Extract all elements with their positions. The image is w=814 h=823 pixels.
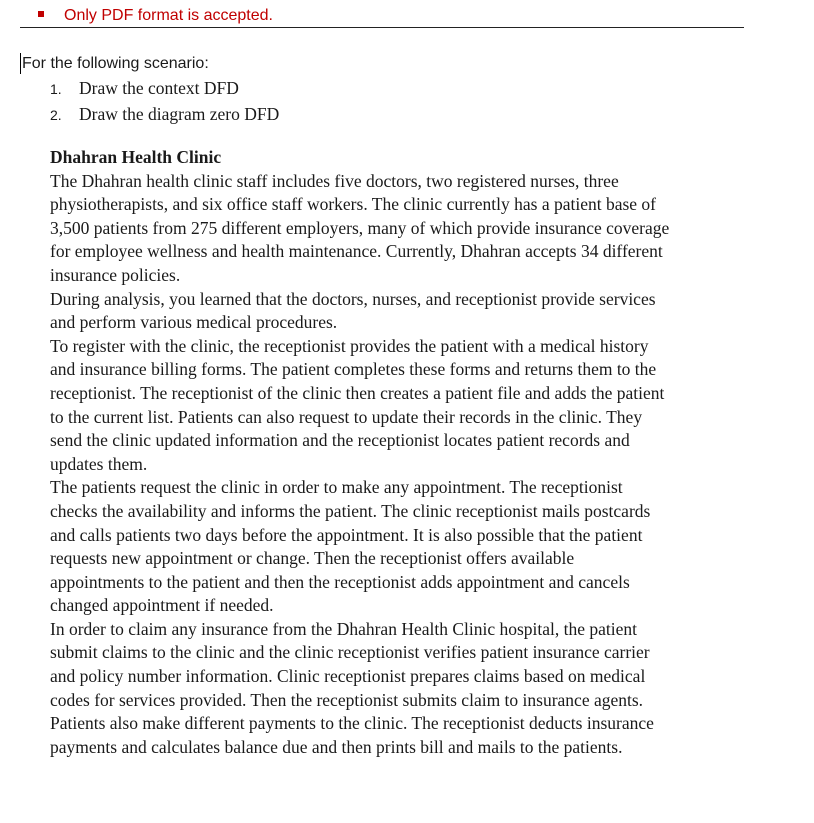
case-line: In order to claim any insurance from the Dhahran Health Clinic hospital, the patient	[50, 618, 638, 639]
case-line: updates them.	[50, 453, 148, 474]
case-line: submit claims to the clinic and the clinic receptionist verifies patient insurance carrier	[50, 642, 650, 663]
case-line: 3,500 patients from 275 different employers, many of which provide insurance coverage	[50, 217, 670, 238]
case-line: appointments to the patient and then the receptionist adds appointment and cancels	[50, 571, 630, 592]
format-notice-text: Only PDF format is accepted.	[64, 7, 273, 24]
case-line: Patients also make different payments to the clinic. The receptionist deducts insurance	[50, 713, 654, 734]
intro-text: For the following scenario:	[22, 55, 209, 72]
case-line: physiotherapists, and six office staff workers. The clinic currently has a patient base of	[50, 194, 657, 215]
case-line: payments and calculates balance due and then prints bill and mails to the patients.	[50, 736, 623, 757]
task-number: 1.	[50, 81, 62, 97]
case-line: and policy number information. Clinic receptionist prepares claims based on medical	[50, 666, 646, 687]
task-number: 2.	[50, 107, 62, 123]
case-line: changed appointment if needed.	[50, 595, 274, 616]
case-body	[50, 170, 750, 760]
case-study	[50, 146, 750, 759]
square-bullet-icon	[38, 11, 44, 17]
task-item	[50, 76, 279, 102]
case-line: checks the availability and informs the patient. The clinic receptionist mails postcards	[50, 500, 651, 521]
text-cursor	[20, 53, 21, 74]
case-line: receptionist. The receptionist of the clinic then creates a patient file and adds the patient	[50, 382, 665, 403]
case-line: requests new appointment or change. Then the receptionist offers available	[50, 548, 575, 569]
task-list	[50, 76, 279, 128]
task-text: Draw the diagram zero DFD	[79, 104, 280, 124]
task-item	[50, 102, 279, 128]
case-line: insurance policies.	[50, 264, 181, 285]
case-line: The Dhahran health clinic staff includes five doctors, two registered nurses, three	[50, 170, 619, 191]
case-line: and insurance billing forms. The patient completes these forms and returns them to the	[50, 359, 657, 380]
case-line: to the current list. Patients can also request to update their records in the clinic. They	[50, 406, 643, 427]
case-line: send the clinic updated information and the receptionist locates patient records and	[50, 430, 630, 451]
horizontal-divider	[20, 27, 744, 28]
case-line: To register with the clinic, the receptionist provides the patient with a medical history	[50, 335, 649, 356]
task-text: Draw the context DFD	[79, 78, 239, 98]
case-line: and calls patients two days before the appointment. It is also possible that the patient	[50, 524, 643, 545]
case-title: Dhahran Health Clinic	[50, 147, 222, 167]
format-notice	[38, 6, 273, 26]
case-line: The patients request the clinic in order to make any appointment. The receptionist	[50, 477, 623, 498]
case-line: for employee wellness and health maintenance. Currently, Dhahran accepts 34 different	[50, 241, 663, 262]
case-line: During analysis, you learned that the doctors, nurses, and receptionist provide services	[50, 288, 656, 309]
case-line: and perform various medical procedures.	[50, 312, 338, 333]
case-line: codes for services provided. Then the receptionist submits claim to insurance agents.	[50, 689, 644, 710]
